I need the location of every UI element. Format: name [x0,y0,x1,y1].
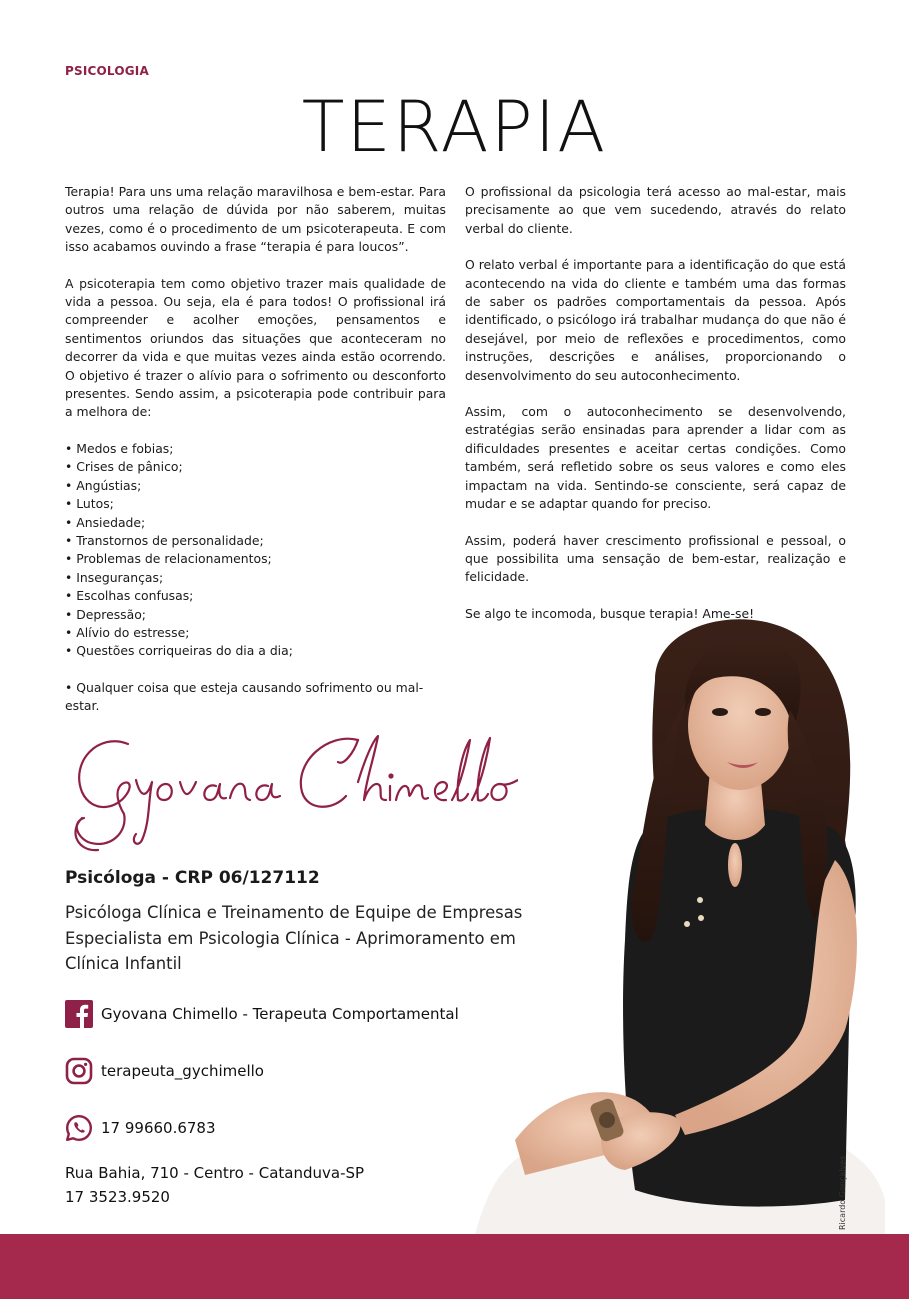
paragraph: O profissional da psicologia terá acesso ao mal-estar, mais precisamente ao que vem sucedendo, através do relato verbal do cliente. [465,184,846,236]
whatsapp-label: 17 99660.6783 [101,1119,216,1137]
right-column [465,183,846,641]
left-column [65,183,446,716]
paragraph: A psicoterapia tem como objetivo trazer mais qualidade de vida a pessoa. Ou seja, ela é para todos! O profissional irá compreender e acolher emoções, pensamentos e sentimentos oriundos das situações que aconteceram no decorrer da vida e que muitas vezes ainda estão ocorrendo. O objetivo é trazer o alívio para o sofrimento ou desconforto presentes. Sendo assim, a psicoterapia pode contribuir para a melhora de: [65,275,446,420]
description-line: Clínica Infantil [65,954,182,973]
list-item: • Inseguranças; [65,569,446,587]
list-item: • Angústias; [65,477,446,495]
facebook-icon [65,1000,93,1028]
description-line: Psicóloga Clínica e Treinamento de Equipe de Empresas [65,903,523,922]
page-title: TERAPIA [301,86,608,168]
section-label: PSICOLOGIA [65,64,149,78]
instagram-icon [65,1057,93,1085]
paragraph: O relato verbal é importante para a identificação do que está acontecendo na vida do cliente e também uma das formas de saber os padrões comportamentais da pessoa. Após identificado, o psicólogo irá trabalhar mudança do que não é desejável, por meio de reflexões e procedimentos, como instruções, descrições e análises, proporcionando o desenvolvimento do seu autoconhecimento. [465,257,846,383]
list-item: • Lutos; [65,495,446,513]
list-item: • Transtornos de personalidade; [65,532,446,550]
instagram-label: terapeuta_gychimello [101,1062,264,1080]
list-item: • Crises de pânico; [65,458,446,476]
signature [58,722,518,862]
list-item: • Depressão; [65,606,446,624]
description-line: Especialista em Psicologia Clínica - Aprimoramento em [65,928,516,948]
facebook-label: Gyovana Chimello - Terapeuta Comportamental [101,1005,459,1023]
whatsapp-icon [65,1114,93,1142]
address-phone: 17 3523.9520 [65,1188,170,1206]
paragraph: Terapia! Para uns uma relação maravilhosa e bem-estar. Para outros uma relação de dúvida por não saberem, muitas vezes, como é o procedimento de um psicoterapeuta. E com isso acabamos ouvindo a frase “terapia é para loucos”. [65,184,446,255]
list-item-last: • Qualquer coisa que esteja causando sofrimento ou mal-estar. [65,679,446,716]
instagram-contact[interactable] [65,1057,264,1085]
facebook-contact[interactable] [65,1000,459,1028]
professional-role: Psicóloga - CRP 06/127112 [65,868,320,888]
conditions-list [65,440,446,661]
paragraph: Assim, poderá haver crescimento profissional e pessoal, o que possibilita uma sensação de bem-estar, realização e felicidade. [465,532,846,585]
list-item: • Questões corriqueiras do dia a dia; [65,642,446,660]
paragraph: Assim, com o autoconhecimento se desenvolvendo, estratégias serão ensinadas para aprender a lidar com as dificuldades presentes e aceitar certas condições. Como também, será refletido sobre os seus valores e como eles impactam na vida. Sentindo-se consciente, será capaz de mudar e se adaptar quando for preciso. [465,404,846,512]
portrait-photo [455,600,909,1234]
list-item: • Medos e fobias; [65,440,446,458]
list-item: • Ansiedade; [65,514,446,532]
list-item: • Alívio do estresse; [65,624,446,642]
address [65,1161,364,1209]
photo-credit: Ricardo Gonçalves [838,1155,847,1230]
whatsapp-contact[interactable] [65,1114,216,1142]
list-item: • Escolhas confusas; [65,587,446,605]
list-item: • Problemas de relacionamentos; [65,550,446,568]
paragraph: Se algo te incomoda, busque terapia! Ame-se! [465,605,755,621]
address-street: Rua Bahia, 710 - Centro - Catanduva-SP [65,1164,365,1182]
footer-bar [0,1234,909,1299]
